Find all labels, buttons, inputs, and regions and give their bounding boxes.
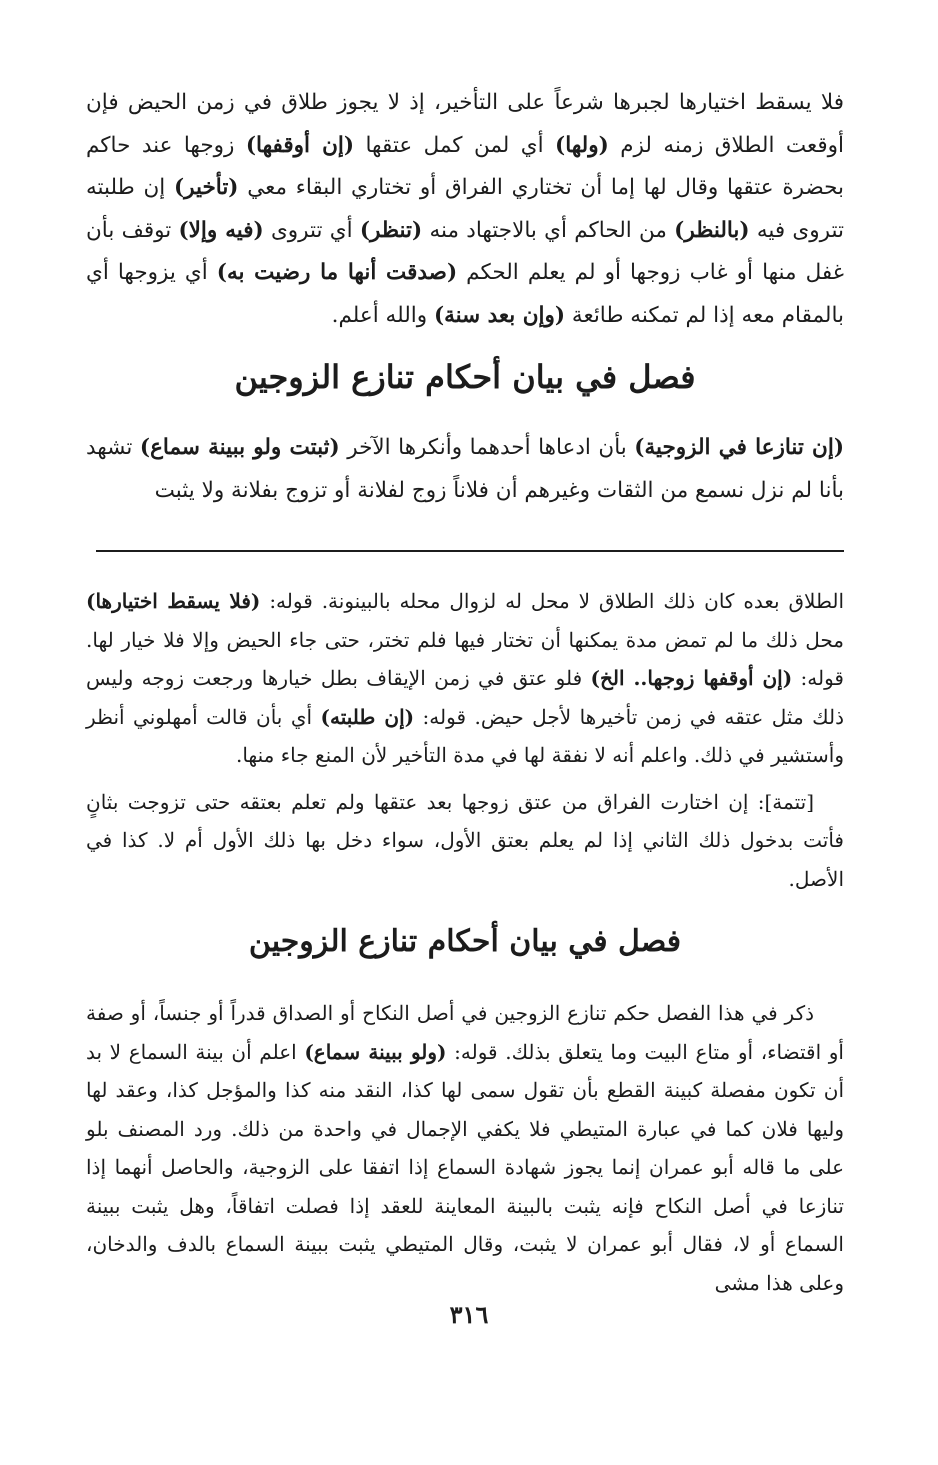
text-run: توقف بأن غفل منها أو غاب زوجها أو لم يعلم الحكم [86, 217, 845, 285]
text-run: أي يزوجها أي بالمقام معه إذا لم تمكنه طائعة [86, 260, 844, 328]
text-run: تشهد بأنا لم نزل نسمع من الثقات وغيرهم أن فلاناً زوج لفلانة أو تزوج بفلانة ولا يثبت [86, 435, 844, 503]
bold-phrase: (إن أوقفها زوجها.. الخ) [590, 666, 793, 690]
bold-phrase: (بالنظر) [674, 217, 750, 243]
commentary-text [86, 582, 844, 1302]
text-run: أي بأن قالت أمهلوني أنظر وأستشير في ذلك. واعلم أنه لا نفقة لها في مدة التأخير لأن المنع جاء منها. [86, 704, 844, 767]
commentary-paragraph-1 [86, 582, 844, 775]
bold-phrase: (ثبتت ولو ببينة سماع) [139, 435, 340, 460]
commentary-paragraph-3 [86, 994, 844, 1302]
bold-phrase: (فيه وإلا) [178, 217, 264, 243]
bold-phrase: (إن تنازعا في الزوجية) [634, 435, 844, 460]
text-run: فلو عتق في زمن الإيقاف بطل خيارها ورجعت زوجه وليس ذلك مثل عتقه في زمن تأخيرها لأجل حيض. قوله: [86, 666, 844, 729]
text-run: أي لمن كمل عتقها [354, 132, 556, 158]
main-paragraph-2 [86, 427, 844, 512]
text-run: محل ذلك ما لم تمض مدة يمكنها أن تختار فيها فلم تختر، حتى جاء الحيض وإلا فلا خيار لها. قوله: [86, 627, 844, 690]
page-number: ٣١٦ [449, 1300, 489, 1329]
text-run: والله أعلم. [331, 302, 434, 328]
bold-phrase: (تنظر) [359, 217, 423, 243]
text-run: إن طلبته تتروى فيه [86, 175, 844, 243]
bold-phrase: (فلا يسقط اختيارها) [86, 589, 261, 613]
bold-phrase: (وإن بعد سنة) [433, 302, 566, 328]
bold-phrase: (صدقت أنها ما رضيت به) [216, 260, 458, 285]
text-run: [تتمة]: إن اختارت الفراق من عتق زوجها بعد عتقها ولم تعلم بعتقه حتى تزوجت بثانٍ فأتت بدخول ذلك الثاني إذا لم يعلم بعتق الأول، سواء دخل بها ذلك الأول أم لا. كذا في الأصل. [86, 789, 844, 891]
bold-phrase: (ولها) [555, 132, 609, 158]
bold-phrase: (إن طلبته) [320, 704, 415, 729]
commentary-heading: فصل في بيان أحكام تنازع الزوجين [248, 924, 682, 959]
section-heading: فصل في بيان أحكام تنازع الزوجين [234, 358, 696, 396]
bold-phrase: (تأخير) [173, 175, 239, 200]
text-run: من الحاكم أي بالاجتهاد منه [422, 217, 675, 243]
text-run: فلا يسقط اختيارها لجبرها شرعاً على التأخير، إذ لا يجوز طلاق في زمن الحيض فإن أوقعت الطلاق زمنه لزم [86, 90, 845, 158]
text-run: أي تتروى [263, 217, 360, 243]
main-text [86, 82, 844, 512]
text-run: ذكر في هذا الفصل حكم تنازع الزوجين في أصل النكاح أو الصداق قدراً أو جنساً، أو صفة أو اقتضاء، أو متاع البيت وما يتعلق بذلك. قوله: [86, 1001, 844, 1064]
text-run: زوجها عند حاكم بحضرة عتقها وقال لها إما أن تختاري الفراق أو تختاري البقاء معي [86, 132, 844, 200]
main-paragraph-1 [86, 82, 844, 337]
text-run: بأن ادعاها أحدهما وأنكرها الآخر [339, 435, 635, 460]
footnote-separator [96, 550, 844, 552]
bold-phrase: (ولو ببينة سماع) [304, 1039, 447, 1064]
commentary-paragraph-2 [86, 783, 844, 899]
text-run: الطلاق بعده كان ذلك الطلاق لا محل له لزوال محله بالبينونة. قوله: [260, 589, 844, 613]
bold-phrase: (إن أوقفها) [245, 132, 355, 158]
text-run: اعلم أن بينة السماع لا بد أن تكون مفصلة كبينة القطع بأن تقول سمى لها كذا، النقد منه كذا والمؤجل كذا، وعقد لها وليها فلان كما في عبارة المتيطي فلا يكفي الإجمال في واحدة من ذلك. ورد المصنف بلو على ما قاله أبو عمران إنما يجوز شهادة السماع إذا اتفقا على الزوجية، والحاصل أنهما إذا تنازعا في أصل النكاح فإنه يثبت بالبينة المعاينة للعقد إذا فصلت اتفاقاً، وهل يثبت ببينة السماع أو لا، فقال أبو عمران لا يثبت، وقال المتيطي يثبت ببينة السماع بالدف والدخان، وعلى هذا مشى [86, 1039, 844, 1295]
